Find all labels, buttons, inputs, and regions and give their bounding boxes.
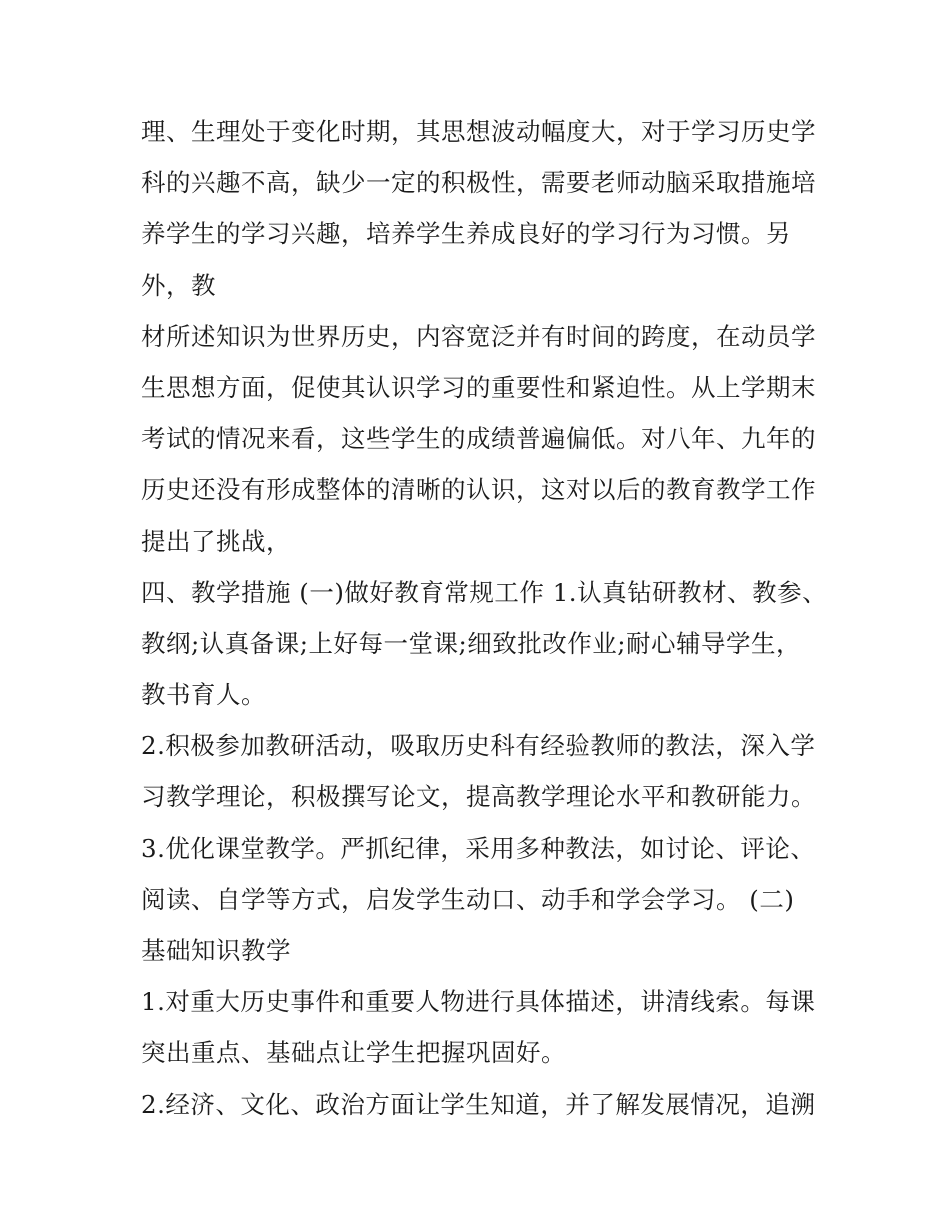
- text-line: 3.优化课堂教学。严抓纪律，采用多种教法，如讨论、评论、: [141, 833, 816, 863]
- text-line: 突出重点、基础点让学生把握巩固好。: [141, 1038, 566, 1068]
- text-line: 四、教学措施 (一)做好教育常规工作 1.认真钻研教材、教参、: [141, 577, 828, 607]
- text-line: 2.经济、文化、政治方面让学生知道，并了解发展情况，追溯: [141, 1089, 816, 1119]
- text-line: 1.对重大历史事件和重要人物进行具体描述，讲清线索。每课: [141, 987, 816, 1017]
- text-line: 基础知识教学: [141, 936, 291, 965]
- text-line: 科的兴趣不高，缺少一定的积极性，需要老师动脑采取措施培: [141, 168, 816, 198]
- text-line: 教纲;认真备课;上好每一堂课;细致批改作业;耐心辅导学生，: [141, 628, 802, 658]
- text-line: 养学生的学习兴趣，培养学生养成良好的学习行为习惯。另: [141, 219, 791, 249]
- text-line: 2.积极参加教研活动，吸取历史科有经验教师的教法，深入学: [141, 731, 816, 761]
- text-line: 教书育人。: [141, 680, 266, 710]
- text-line: 阅读、自学等方式，启发学生动口、动手和学会学习。 (二): [141, 884, 795, 914]
- text-line: 生思想方面，促使其认识学习的重要性和紧迫性。从上学期末: [141, 372, 816, 402]
- document-body: [141, 106, 828, 1130]
- text-line: 材所述知识为世界历史，内容宽泛并有时间的跨度，在动员学: [141, 321, 816, 351]
- text-line: 考试的情况来看，这些学生的成绩普遍偏低。对八年、九年的: [141, 424, 816, 454]
- text-line: 提出了挑战，: [141, 526, 291, 556]
- text-line: 外，教: [141, 270, 216, 300]
- text-line: 历史还没有形成整体的清晰的认识，这对以后的教育教学工作: [141, 475, 816, 505]
- text-line: 习教学理论，积极撰写论文，提高教学理论水平和教研能力。: [141, 782, 816, 812]
- text-line: 理、生理处于变化时期，其思想波动幅度大，对于学习历史学: [141, 117, 816, 146]
